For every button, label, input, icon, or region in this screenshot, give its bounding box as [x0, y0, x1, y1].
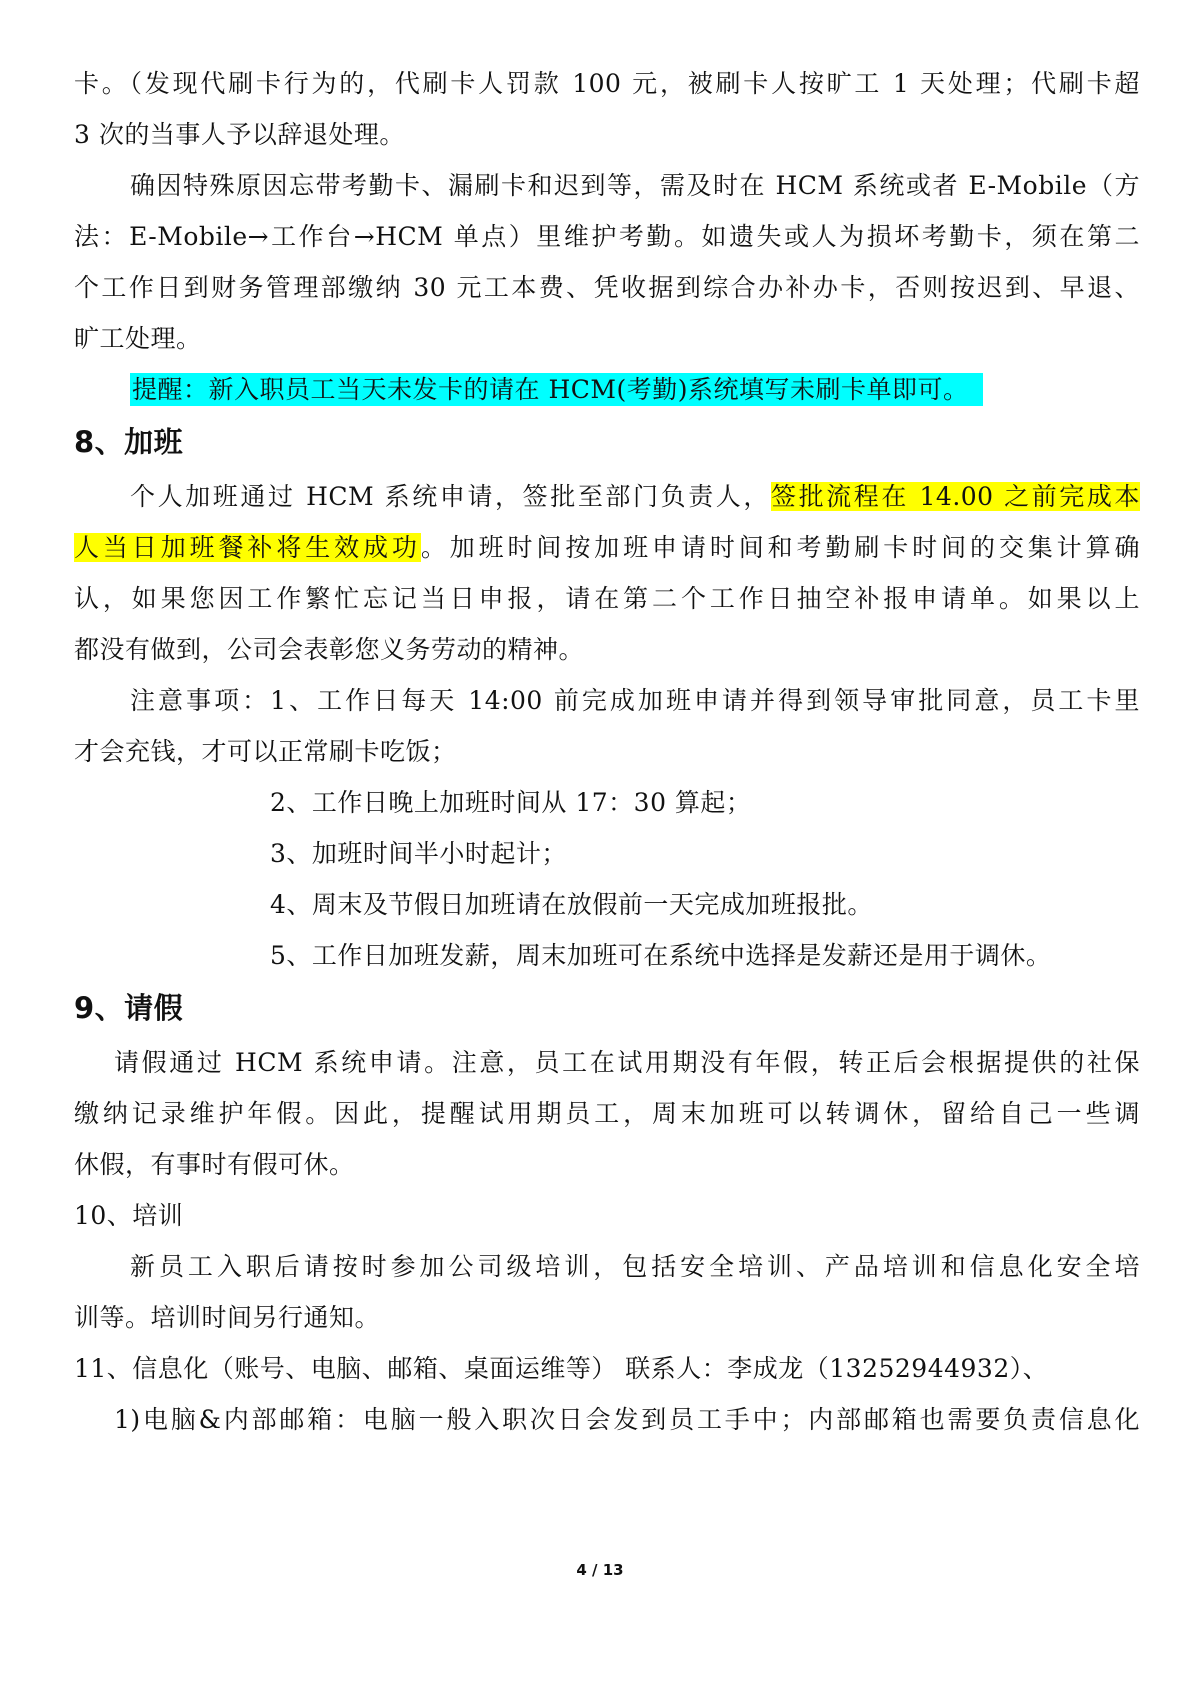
notes-line: 才会充钱，才可以正常刷卡吃饭；	[74, 737, 457, 766]
note-item: 3、加班时间半小时起计；	[270, 839, 567, 868]
text-run: 。加班时间按加班申请时间和考勤刷卡时间的交集计算确	[420, 533, 1140, 562]
paragraph-line: 请假通过 HCM 系统申请。注意，员工在试用期没有年假，转正后会根据提供的社保	[114, 1048, 1140, 1077]
paragraph-line	[74, 530, 1140, 566]
section-heading-leave: 9、请假	[74, 991, 184, 1025]
paragraph-line: 缴纳记录维护年假。因此，提醒试用期员工，周末加班可以转调休，留给自己一些调	[74, 1099, 1140, 1128]
notes-line: 注意事项：1、工作日每天 14:00 前完成加班申请并得到领导审批同意，员工卡里	[130, 686, 1140, 715]
note-item: 2、工作日晚上加班时间从 17：30 算起；	[270, 788, 752, 817]
yellow-highlight: 人当日加班餐补将生效成功	[74, 533, 421, 562]
text-run: 个人加班通过 HCM 系统申请，签批至部门负责人，	[130, 482, 771, 511]
paragraph-line: 法：E-Mobile→工作台→HCM 单点）里维护考勤。如遗失或人为损坏考勤卡，须在第二	[74, 222, 1140, 251]
paragraph-line: 新员工入职后请按时参加公司级培训，包括安全培训、产品培训和信息化安全培	[130, 1252, 1140, 1281]
paragraph-line: 旷工处理。	[74, 324, 202, 353]
paragraph-line: 都没有做到，公司会表彰您义务劳动的精神。	[74, 635, 585, 664]
page-number: 4 / 13	[576, 1561, 624, 1579]
note-item: 4、周末及节假日加班请在放假前一天完成加班报批。	[270, 890, 873, 919]
paragraph-line: 3 次的当事人予以辞退处理。	[74, 120, 405, 149]
paragraph-line: 1)电脑&内部邮箱：电脑一般入职次日会发到员工手中；内部邮箱也需要负责信息化	[114, 1405, 1140, 1434]
paragraph-line: 休假，有事时有假可休。	[74, 1150, 355, 1179]
reminder-highlight: 提醒：新入职员工当天未发卡的请在 HCM(考勤)系统填写未刷卡单即可。	[130, 373, 983, 406]
yellow-highlight: 签批流程在 14.00 之前完成本	[771, 482, 1140, 511]
reminder-line	[130, 372, 1140, 408]
paragraph-line: 训等。培训时间另行通知。	[74, 1303, 381, 1332]
section-heading-overtime: 8、加班	[74, 425, 184, 459]
paragraph-line: 认，如果您因工作繁忙忘记当日申报，请在第二个工作日抽空补报申请单。如果以上	[74, 584, 1140, 613]
paragraph-line: 确因特殊原因忘带考勤卡、漏刷卡和迟到等，需及时在 HCM 系统或者 E-Mobile（方	[130, 171, 1140, 200]
note-item: 5、工作日加班发薪，周末加班可在系统中选择是发薪还是用于调休。	[270, 941, 1052, 970]
section-heading-it: 11、信息化（账号、电脑、邮箱、桌面运维等） 联系人：李成龙（13252944932）、	[74, 1354, 1049, 1383]
section-heading-training: 10、培训	[74, 1201, 184, 1230]
paragraph-line: 卡。（发现代刷卡行为的，代刷卡人罚款 100 元，被刷卡人按旷工 1 天处理；代刷卡超	[74, 69, 1140, 98]
paragraph-line: 个工作日到财务管理部缴纳 30 元工本费、凭收据到综合办补办卡，否则按迟到、早退、	[74, 273, 1140, 302]
paragraph-line	[130, 479, 1140, 515]
